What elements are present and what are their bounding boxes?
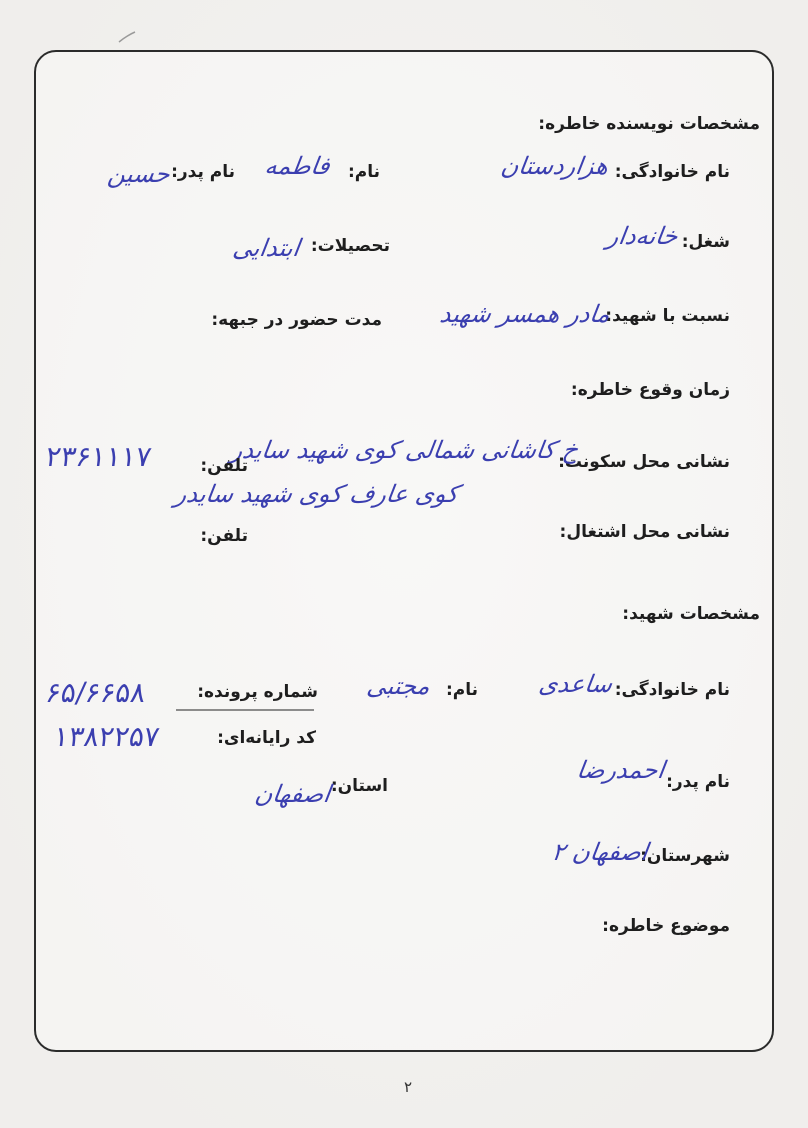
file-number-underline <box>176 708 314 712</box>
martyr-father-name-label: نام پدر: <box>666 772 730 792</box>
education-label: تحصیلات: <box>310 236 390 256</box>
martyr-section-heading: مشخصات شهید: <box>622 604 760 624</box>
front-duration-label: مدت حضور در جبهه: <box>211 310 382 330</box>
martyr-family-name-value[interactable]: ساعدی <box>536 670 614 698</box>
writer-section-heading: مشخصات نویسنده خاطره: <box>538 114 760 134</box>
writer-family-name-value[interactable]: هزاردستان <box>498 152 610 180</box>
martyr-first-name-label: نام: <box>445 680 478 700</box>
home-phone-label: تلفن: <box>200 456 248 476</box>
memory-time-label: زمان وقوع خاطره: <box>570 380 730 400</box>
computer-code-label: کد رایانه‌ای: <box>217 728 316 748</box>
city-value[interactable]: اصفهان ۲ <box>550 838 650 866</box>
file-number-label: شماره پرونده: <box>197 682 318 702</box>
memory-subject-label: موضوع خاطره: <box>602 916 730 936</box>
page-number: ۲ <box>404 1078 413 1096</box>
work-address-value[interactable]: کوی عارف کوی شهید سایدر <box>172 480 460 508</box>
work-address-label: نشانی محل اشتغال: <box>559 522 730 542</box>
pen-mark-icon <box>118 30 136 44</box>
writer-first-name-value[interactable]: فاطمه <box>263 152 332 180</box>
home-address-value[interactable]: خ کاشانی شمالی کوی شهید سایدر <box>229 436 580 464</box>
form-frame <box>34 50 774 1052</box>
writer-first-name-label: نام: <box>347 162 380 182</box>
home-phone-value[interactable]: ۲۳۶۱۱۱۷ <box>43 440 154 473</box>
writer-father-name-label: نام پدر: <box>171 162 235 182</box>
martyr-father-name-value[interactable]: احمدرضا <box>574 756 666 784</box>
file-number-value[interactable]: ۶۵/۶۶۵۸ <box>43 676 148 709</box>
province-label: استان: <box>330 776 388 796</box>
job-value[interactable]: خانه‌دار <box>605 222 680 250</box>
province-value[interactable]: اصفهان <box>252 780 332 808</box>
relation-value[interactable]: مادر همسر شهید <box>438 300 612 328</box>
city-label: شهرستان: <box>640 846 730 866</box>
work-phone-label: تلفن: <box>200 526 248 546</box>
home-address-label: نشانی محل سکونت: <box>558 452 730 472</box>
relation-label: نسبت با شهید: <box>605 306 730 326</box>
computer-code-value[interactable]: ۱۳۸۲۲۵۷ <box>51 720 162 753</box>
education-value[interactable]: ابتدایی <box>231 234 302 262</box>
martyr-family-name-label: نام خانوادگی: <box>614 680 730 700</box>
job-label: شغل: <box>681 232 730 252</box>
martyr-first-name-value[interactable]: مجتبی <box>365 672 432 700</box>
writer-family-name-label: نام خانوادگی: <box>614 162 730 182</box>
writer-father-name-value[interactable]: حسین <box>106 160 172 188</box>
